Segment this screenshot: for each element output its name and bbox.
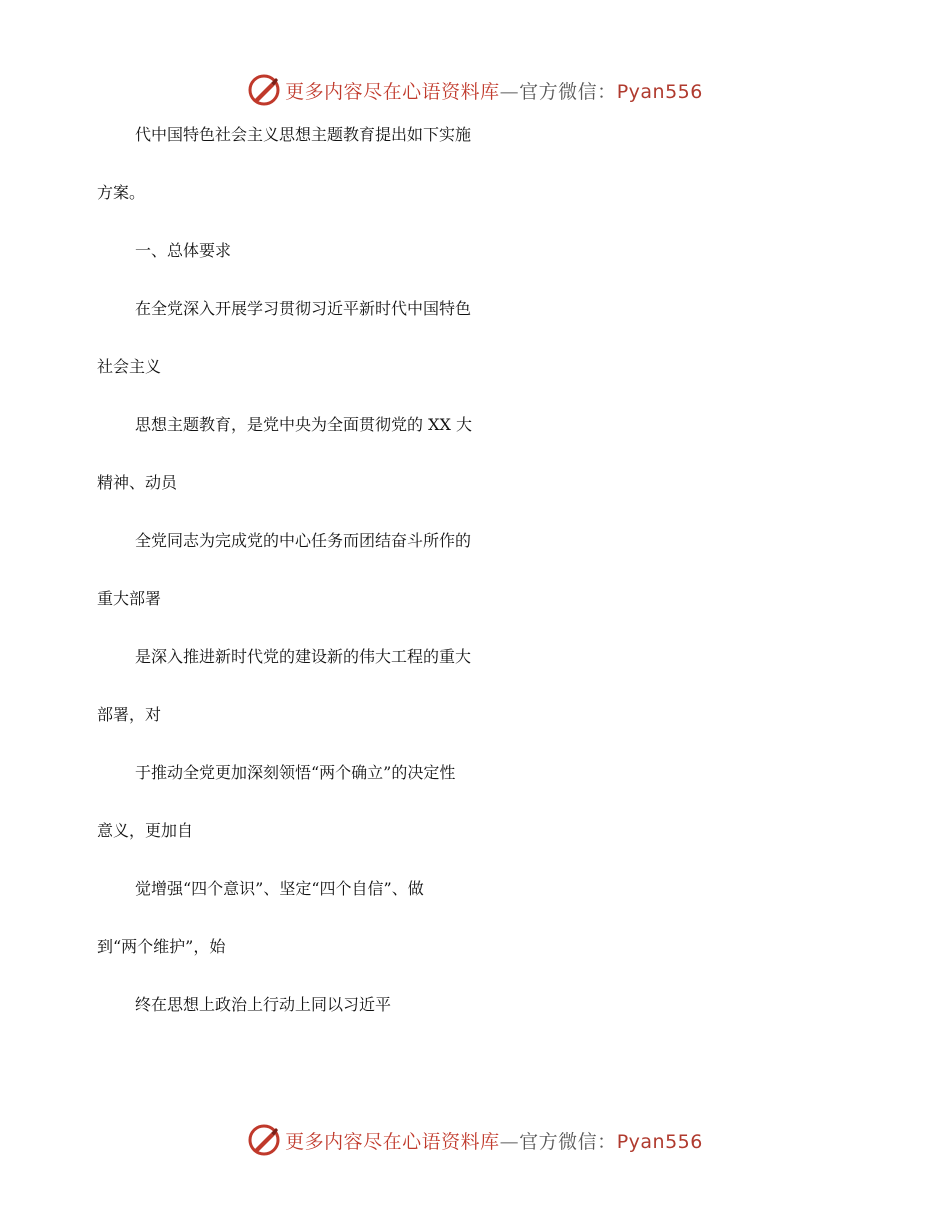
header-wechat-label: 官方微信： [519, 80, 617, 103]
footer-dash: — [499, 1130, 520, 1153]
body-line-6: 思想主题教育，是党中央为全面贯彻党的 XX 大 [135, 415, 472, 434]
footer-banner [0, 1120, 950, 1160]
body-line-9: 重大部署 [97, 589, 162, 608]
body-line-14: 觉增强“四个意识”、坚定“四个自信”、做 [135, 879, 424, 898]
document-body [97, 122, 857, 1050]
footer-wechat-label: 官方微信： [519, 1130, 617, 1153]
body-line-7: 精神、动员 [97, 473, 178, 492]
footer-banner-text [285, 1127, 703, 1154]
body-line-16: 终在思想上政治上行动上同以习近平 [135, 995, 392, 1014]
body-line-11: 部署，对 [97, 705, 162, 724]
body-line-5: 社会主义 [97, 357, 162, 376]
footer-wechat-id: Pyan556 [616, 1130, 703, 1153]
pen-logo-icon [247, 73, 281, 107]
header-dash: — [499, 80, 520, 103]
section-heading: 一、总体要求 [135, 241, 232, 260]
body-line-12: 于推动全党更加深刻领悟“两个确立”的决定性 [135, 763, 456, 782]
footer-site-name: 更多内容尽在心语资料库 [285, 1130, 500, 1153]
header-banner-text [285, 77, 703, 104]
body-line-4: 在全党深入开展学习贯彻习近平新时代中国特色 [135, 299, 472, 318]
body-line-1: 代中国特色社会主义思想主题教育提出如下实施 [135, 125, 472, 144]
body-line-13: 意义，更加自 [97, 821, 194, 840]
pen-logo-icon [247, 1123, 281, 1157]
header-site-name: 更多内容尽在心语资料库 [285, 80, 500, 103]
body-line-2: 方案。 [97, 183, 146, 202]
body-line-10: 是深入推进新时代党的建设新的伟大工程的重大 [135, 647, 472, 666]
body-line-8: 全党同志为完成党的中心任务而团结奋斗所作的 [135, 531, 472, 550]
header-wechat-id: Pyan556 [616, 80, 703, 103]
body-line-15: 到“两个维护”，始 [97, 937, 226, 956]
header-banner [0, 70, 950, 110]
